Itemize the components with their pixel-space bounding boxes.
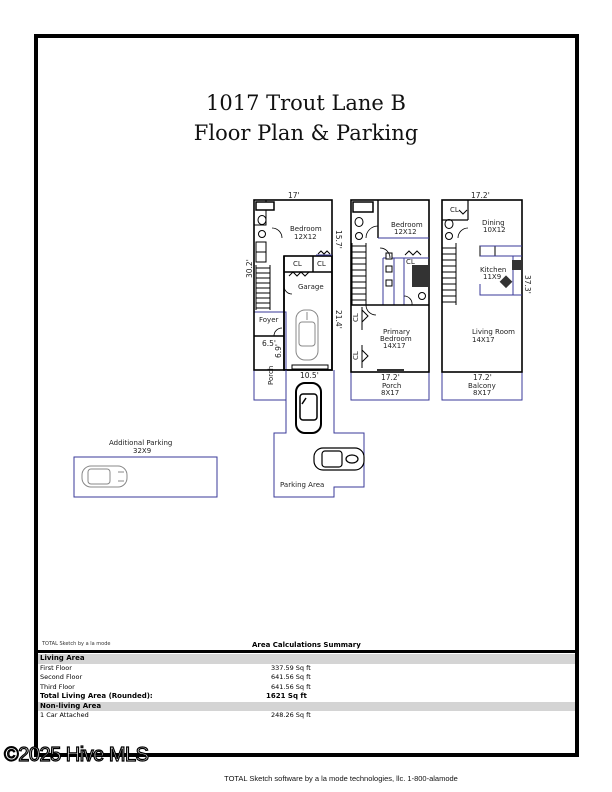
balcony-dim: 17.2'	[473, 373, 492, 382]
parking-area-label: Parking Area	[280, 481, 325, 489]
first-porch-label: Porch	[267, 365, 275, 385]
parking-area-car-icon	[314, 448, 364, 470]
first-floor-top-dim: 17'	[288, 191, 300, 200]
primary-bedroom-line2: Bedroom	[380, 335, 412, 343]
second-porch-size: 8X17	[381, 389, 400, 397]
dining-size: 10X12	[483, 226, 506, 234]
summary-section-header: Living Area	[38, 654, 575, 664]
summary-row: 1 Car Attached 248.26 Sq ft	[40, 711, 311, 719]
second-bedroom-label: Bedroom	[391, 221, 423, 229]
summary-row: First Floor 337.59 Sq ft	[40, 663, 311, 672]
second-closet: CL	[406, 258, 415, 266]
third-floor-right-dim: 37.3'	[523, 275, 532, 294]
balcony-size: 8X17	[473, 389, 492, 397]
primary-bedroom-size: 14X17	[383, 342, 406, 350]
summary-row: Second Floor 641.56 Sq ft	[40, 673, 311, 681]
mls-watermark: ©2025 Hive MLS	[4, 744, 149, 766]
first-floor-right-dim-lower: 21.4'	[334, 310, 343, 329]
summary-section-header: Non-living Area	[38, 702, 575, 712]
additional-parking-car-icon	[82, 466, 127, 487]
software-footer: TOTAL Sketch software by a la mode technologies, llc. 1-800-alamode	[224, 774, 458, 783]
second-floor-plan	[351, 200, 429, 400]
area-summary-table	[38, 654, 575, 721]
garage-label: Garage	[298, 283, 324, 291]
foyer-label: Foyer	[259, 316, 279, 324]
first-closet-1: CL	[293, 260, 302, 268]
first-floor-right-dim-upper: 15.7'	[334, 230, 343, 249]
first-bedroom-label: Bedroom	[290, 225, 322, 233]
second-closet-b: CL	[352, 351, 360, 360]
second-closet-a: CL	[352, 313, 360, 322]
foyer-width-dim: 6.5'	[262, 339, 276, 348]
summary-total-row: Total Living Area (Rounded): 1621 Sq ft	[40, 692, 307, 700]
third-floor-plan	[442, 200, 522, 400]
dining-label: Dining	[482, 219, 505, 227]
additional-parking	[74, 457, 217, 497]
first-closet-2: CL	[317, 260, 326, 268]
kitchen-label: Kitchen	[480, 266, 507, 274]
summary-row: Third Floor 641.56 Sq ft	[40, 682, 311, 691]
summary-divider	[38, 650, 575, 653]
additional-parking-size: 32X9	[133, 447, 152, 455]
page-title-address: 1017 Trout Lane B	[206, 91, 406, 115]
first-floor-left-dim: 30.2'	[245, 259, 254, 278]
primary-bedroom-line1: Primary	[383, 328, 411, 336]
additional-parking-label: Additional Parking	[109, 439, 173, 447]
second-porch-dim: 17.2'	[381, 373, 400, 382]
garage-car-icon	[296, 310, 318, 360]
second-bedroom-size: 12X12	[394, 228, 417, 236]
third-floor-top-dim: 17.2'	[471, 191, 490, 200]
living-room-label: Living Room	[472, 328, 515, 336]
page-subtitle: Floor Plan & Parking	[193, 121, 419, 145]
kitchen-size: 11X9	[483, 273, 502, 281]
sketch-credit: TOTAL Sketch by a la mode	[42, 641, 111, 647]
balcony-label: Balcony	[468, 382, 496, 390]
foyer-height-dim: 6.9'	[274, 344, 283, 358]
first-bedroom-size: 12X12	[294, 233, 317, 241]
garage-door-dim: 10.5'	[300, 371, 319, 380]
third-closet: CL	[450, 206, 459, 214]
living-room-size: 14X17	[472, 336, 495, 344]
summary-title: Area Calculations Summary	[252, 641, 361, 649]
second-porch-label: Porch	[382, 382, 402, 390]
driveway-car-icon	[296, 383, 321, 433]
